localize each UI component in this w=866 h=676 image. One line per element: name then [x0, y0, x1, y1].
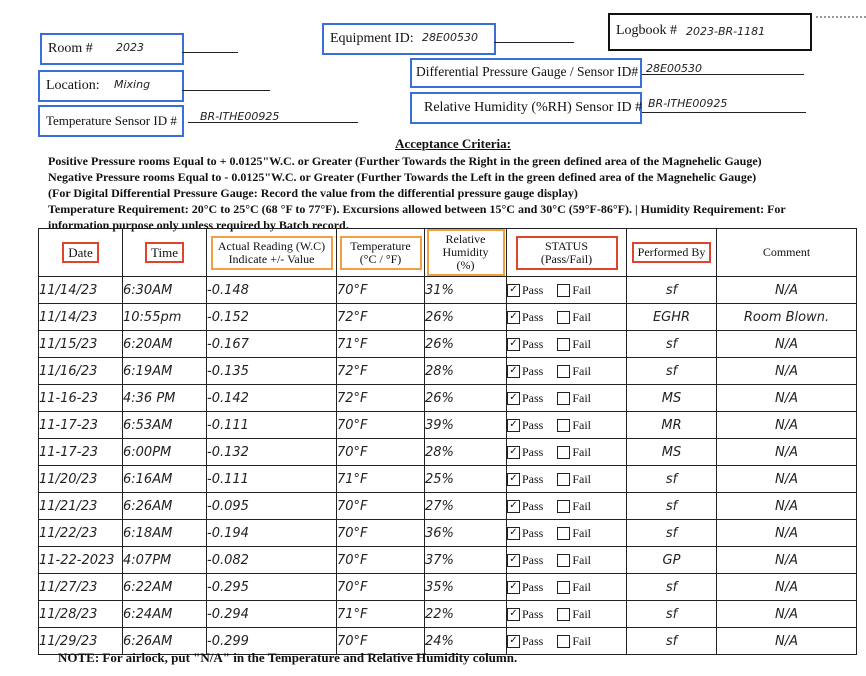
- reading-cell: -0.142: [207, 385, 337, 412]
- humidity-cell: 36%: [425, 520, 507, 547]
- status-cell: [507, 493, 627, 520]
- reading-cell: -0.132: [207, 439, 337, 466]
- pass-label: Pass: [522, 417, 544, 432]
- date-header: Date: [62, 242, 99, 263]
- status-cell: [507, 412, 627, 439]
- column-header-temperature: [337, 229, 425, 277]
- temperature-cell: 71°F: [337, 601, 425, 628]
- pass-label: Pass: [522, 390, 544, 405]
- temperature-cell: 70°F: [337, 574, 425, 601]
- equipment-box: [322, 23, 496, 55]
- reading-cell: -0.082: [207, 547, 337, 574]
- performed-by-cell: EGHR: [627, 304, 717, 331]
- date-cell: 11/28/23: [39, 601, 123, 628]
- table-row: [39, 331, 857, 358]
- time-cell: 6:26AM: [123, 493, 207, 520]
- fail-label: Fail: [572, 579, 592, 594]
- fail-checkbox[interactable]: [557, 635, 570, 648]
- comment-cell: N/A: [717, 439, 857, 466]
- logbook-box: [608, 13, 812, 51]
- fail-checkbox[interactable]: [557, 608, 570, 621]
- equipment-value: 28E00530: [422, 31, 478, 44]
- temperature-cell: 70°F: [337, 520, 425, 547]
- fail-checkbox[interactable]: [557, 473, 570, 486]
- reading-cell: -0.299: [207, 628, 337, 655]
- performed-by-cell: sf: [627, 277, 717, 304]
- humidity-cell: 37%: [425, 547, 507, 574]
- performed-header: Performed By: [632, 242, 712, 263]
- humidity-header: Relative Humidity (%): [427, 229, 505, 276]
- status-cell: [507, 304, 627, 331]
- performed-by-cell: sf: [627, 358, 717, 385]
- status-cell: [507, 574, 627, 601]
- status-cell: [507, 385, 627, 412]
- criteria-line-5: information purpose only unless required by Batch record.: [48, 218, 349, 232]
- equipment-label: Equipment ID:: [330, 31, 414, 46]
- column-header-date: [39, 229, 123, 277]
- humidity-cell: 26%: [425, 385, 507, 412]
- date-cell: 11/22/23: [39, 520, 123, 547]
- criteria-line-4: Temperature Requirement: 20°C to 25°C (68 °F to 77°F). Excursions allowed between 15°C and 30°C (59°F-86°F). | Humidity Requirement: For: [48, 202, 786, 216]
- status-cell: [507, 331, 627, 358]
- table-row: [39, 385, 857, 412]
- time-cell: 4:36 PM: [123, 385, 207, 412]
- humidity-cell: 27%: [425, 493, 507, 520]
- dp-gauge-value: 28E00530: [646, 62, 702, 75]
- temperature-cell: 70°F: [337, 547, 425, 574]
- temperature-cell: 70°F: [337, 493, 425, 520]
- room-label: Room #: [48, 41, 93, 56]
- date-cell: 11/14/23: [39, 304, 123, 331]
- pass-label: Pass: [522, 309, 544, 324]
- reading-cell: -0.111: [207, 466, 337, 493]
- table-row: [39, 466, 857, 493]
- reading-cell: -0.194: [207, 520, 337, 547]
- location-box: [38, 70, 184, 102]
- column-header-status: [507, 229, 627, 277]
- reading-cell: -0.152: [207, 304, 337, 331]
- date-cell: 11/27/23: [39, 574, 123, 601]
- temp-sensor-label: Temperature Sensor ID #: [46, 113, 177, 128]
- status-header: STATUS (Pass/Fail): [516, 236, 618, 270]
- status-cell: [507, 628, 627, 655]
- location-value: Mixing: [114, 78, 151, 91]
- table-row: [39, 520, 857, 547]
- table-row: [39, 358, 857, 385]
- reading-cell: -0.135: [207, 358, 337, 385]
- page-edge-mark: [816, 16, 866, 18]
- pass-checkbox[interactable]: ✓: [507, 284, 520, 297]
- performed-by-cell: sf: [627, 574, 717, 601]
- pass-checkbox[interactable]: ✓: [507, 365, 520, 378]
- criteria-title: Acceptance Criteria:: [395, 136, 511, 151]
- fail-checkbox[interactable]: [557, 338, 570, 351]
- date-cell: 11/14/23: [39, 277, 123, 304]
- reading-cell: -0.095: [207, 493, 337, 520]
- temperature-cell: 70°F: [337, 412, 425, 439]
- pass-checkbox[interactable]: ✓: [507, 527, 520, 540]
- date-cell: 11/15/23: [39, 331, 123, 358]
- date-cell: 11/20/23: [39, 466, 123, 493]
- time-cell: 6:00PM: [123, 439, 207, 466]
- dp-gauge-box: [410, 58, 642, 88]
- pass-label: Pass: [522, 606, 544, 621]
- time-cell: 6:16AM: [123, 466, 207, 493]
- temperature-cell: 72°F: [337, 358, 425, 385]
- status-cell: [507, 547, 627, 574]
- fail-label: Fail: [572, 606, 592, 621]
- status-cell: [507, 439, 627, 466]
- rh-sensor-box: [410, 92, 642, 124]
- fail-label: Fail: [572, 552, 592, 567]
- environmental-log-table: [38, 228, 857, 655]
- reading-cell: -0.111: [207, 412, 337, 439]
- fail-checkbox[interactable]: [557, 419, 570, 432]
- performed-by-cell: MS: [627, 439, 717, 466]
- room-box: [40, 33, 184, 65]
- pass-checkbox[interactable]: ✓: [507, 446, 520, 459]
- column-header-time: [123, 229, 207, 277]
- pass-label: Pass: [522, 633, 544, 648]
- pass-label: Pass: [522, 363, 544, 378]
- pass-checkbox[interactable]: ✓: [507, 635, 520, 648]
- pass-label: Pass: [522, 579, 544, 594]
- performed-by-cell: GP: [627, 547, 717, 574]
- pass-label: Pass: [522, 444, 544, 459]
- humidity-cell: 31%: [425, 277, 507, 304]
- fail-label: Fail: [572, 363, 592, 378]
- fail-label: Fail: [572, 282, 592, 297]
- comment-cell: N/A: [717, 277, 857, 304]
- table-row: [39, 439, 857, 466]
- pass-label: Pass: [522, 471, 544, 486]
- logbook-label: Logbook #: [616, 23, 678, 38]
- airlock-note: NOTE: For airlock, put "N/A" in the Temperature and Relative Humidity column.: [58, 650, 518, 665]
- comment-cell: N/A: [717, 520, 857, 547]
- reading-cell: -0.295: [207, 574, 337, 601]
- time-cell: 6:19AM: [123, 358, 207, 385]
- pass-checkbox[interactable]: ✓: [507, 392, 520, 405]
- temperature-cell: 70°F: [337, 277, 425, 304]
- table-row: [39, 304, 857, 331]
- reading-cell: -0.167: [207, 331, 337, 358]
- date-cell: 11/21/23: [39, 493, 123, 520]
- equipment-underline: [494, 42, 574, 43]
- fail-label: Fail: [572, 525, 592, 540]
- pass-checkbox[interactable]: ✓: [507, 554, 520, 567]
- fail-checkbox[interactable]: [557, 284, 570, 297]
- fail-checkbox[interactable]: [557, 554, 570, 567]
- room-underline: [182, 52, 238, 53]
- humidity-cell: 26%: [425, 304, 507, 331]
- fail-label: Fail: [572, 633, 592, 648]
- performed-by-cell: sf: [627, 520, 717, 547]
- date-cell: 11-16-23: [39, 385, 123, 412]
- date-cell: 11-17-23: [39, 412, 123, 439]
- fail-checkbox[interactable]: [557, 365, 570, 378]
- temperature-cell: 71°F: [337, 331, 425, 358]
- comment-cell: N/A: [717, 493, 857, 520]
- humidity-cell: 28%: [425, 358, 507, 385]
- comment-cell: N/A: [717, 331, 857, 358]
- comment-cell: N/A: [717, 358, 857, 385]
- pass-checkbox[interactable]: ✓: [507, 473, 520, 486]
- pass-checkbox[interactable]: ✓: [507, 500, 520, 513]
- date-cell: 11-17-23: [39, 439, 123, 466]
- column-header-comment: [717, 229, 857, 277]
- dp-gauge-underline: [642, 74, 804, 75]
- temperature-cell: 70°F: [337, 439, 425, 466]
- table-body: [39, 277, 857, 655]
- fail-checkbox[interactable]: [557, 581, 570, 594]
- fail-label: Fail: [572, 498, 592, 513]
- column-header-humidity: [425, 229, 507, 277]
- humidity-cell: 26%: [425, 331, 507, 358]
- criteria-line-2: Negative Pressure rooms Equal to - 0.0125"W.C. or Greater (Further Towards the Left in the green defined area of the Magnehelic Gauge): [48, 170, 757, 184]
- performed-by-cell: MS: [627, 385, 717, 412]
- reading-cell: -0.294: [207, 601, 337, 628]
- time-cell: 6:26AM: [123, 628, 207, 655]
- performed-by-cell: sf: [627, 628, 717, 655]
- criteria-line-3: (For Digital Differential Pressure Gauge: Record the value from the differential pressure gauge display): [48, 186, 578, 200]
- comment-cell: N/A: [717, 628, 857, 655]
- comment-cell: N/A: [717, 412, 857, 439]
- location-label: Location:: [46, 78, 100, 93]
- date-cell: 11-22-2023: [39, 547, 123, 574]
- performed-by-cell: MR: [627, 412, 717, 439]
- time-cell: 6:30AM: [123, 277, 207, 304]
- humidity-cell: 28%: [425, 439, 507, 466]
- pass-checkbox[interactable]: ✓: [507, 608, 520, 621]
- comment-cell: N/A: [717, 601, 857, 628]
- time-header: Time: [145, 242, 184, 263]
- status-cell: [507, 601, 627, 628]
- fail-label: Fail: [572, 444, 592, 459]
- table-row: [39, 574, 857, 601]
- column-header-performed: [627, 229, 717, 277]
- room-value: 2023: [116, 41, 144, 54]
- table-row: [39, 277, 857, 304]
- temp-sensor-value: BR-ITHE00925: [200, 110, 280, 123]
- time-cell: 10:55pm: [123, 304, 207, 331]
- pass-label: Pass: [522, 282, 544, 297]
- temperature-cell: 72°F: [337, 304, 425, 331]
- column-header-reading: [207, 229, 337, 277]
- pass-label: Pass: [522, 498, 544, 513]
- date-cell: 11/29/23: [39, 628, 123, 655]
- fail-label: Fail: [572, 417, 592, 432]
- comment-header: Comment: [762, 245, 811, 259]
- comment-cell: N/A: [717, 466, 857, 493]
- logbook-value: 2023-BR-1181: [686, 25, 766, 38]
- pass-label: Pass: [522, 525, 544, 540]
- table-row: [39, 493, 857, 520]
- time-cell: 6:18AM: [123, 520, 207, 547]
- fail-checkbox[interactable]: [557, 311, 570, 324]
- table-row: [39, 601, 857, 628]
- fail-checkbox[interactable]: [557, 500, 570, 513]
- fail-label: Fail: [572, 309, 592, 324]
- table-row: [39, 547, 857, 574]
- performed-by-cell: sf: [627, 493, 717, 520]
- time-cell: 6:24AM: [123, 601, 207, 628]
- pass-label: Pass: [522, 552, 544, 567]
- time-cell: 6:20AM: [123, 331, 207, 358]
- performed-by-cell: sf: [627, 466, 717, 493]
- rh-sensor-value: BR-ITHE00925: [648, 97, 728, 110]
- pass-checkbox[interactable]: ✓: [507, 419, 520, 432]
- temp-sensor-box: [38, 105, 184, 137]
- fail-label: Fail: [572, 390, 592, 405]
- status-cell: [507, 520, 627, 547]
- fail-checkbox[interactable]: [557, 446, 570, 459]
- pass-checkbox[interactable]: ✓: [507, 311, 520, 324]
- fail-checkbox[interactable]: [557, 392, 570, 405]
- fail-label: Fail: [572, 471, 592, 486]
- status-cell: [507, 358, 627, 385]
- time-cell: 6:22AM: [123, 574, 207, 601]
- time-cell: 4:07PM: [123, 547, 207, 574]
- rh-sensor-label: Relative Humidity (%RH) Sensor ID #: [424, 100, 643, 115]
- comment-cell: Room Blown.: [717, 304, 857, 331]
- comment-cell: N/A: [717, 547, 857, 574]
- humidity-cell: 35%: [425, 574, 507, 601]
- table-header-row: [39, 229, 857, 277]
- location-underline: [182, 90, 270, 91]
- pass-checkbox[interactable]: ✓: [507, 338, 520, 351]
- humidity-cell: 39%: [425, 412, 507, 439]
- performed-by-cell: sf: [627, 601, 717, 628]
- humidity-cell: 24%: [425, 628, 507, 655]
- temperature-cell: 72°F: [337, 385, 425, 412]
- status-cell: [507, 277, 627, 304]
- comment-cell: N/A: [717, 385, 857, 412]
- status-cell: [507, 466, 627, 493]
- reading-header: Actual Reading (W.C) Indicate +/- Value: [211, 236, 333, 270]
- rh-sensor-underline: [642, 112, 806, 113]
- humidity-cell: 22%: [425, 601, 507, 628]
- date-cell: 11/16/23: [39, 358, 123, 385]
- criteria-line-1: Positive Pressure rooms Equal to + 0.0125"W.C. or Greater (Further Towards the Right in the green defined area of the Magnehelic Gauge): [48, 154, 762, 168]
- dp-gauge-label: Differential Pressure Gauge / Sensor ID#: [416, 64, 639, 79]
- pass-checkbox[interactable]: ✓: [507, 581, 520, 594]
- temperature-cell: 70°F: [337, 628, 425, 655]
- time-cell: 6:53AM: [123, 412, 207, 439]
- humidity-cell: 25%: [425, 466, 507, 493]
- fail-label: Fail: [572, 336, 592, 351]
- pass-label: Pass: [522, 336, 544, 351]
- temp-sensor-underline: [188, 122, 358, 123]
- temperature-header: Temperature (°C / °F): [340, 236, 422, 270]
- reading-cell: -0.148: [207, 277, 337, 304]
- fail-checkbox[interactable]: [557, 527, 570, 540]
- table-row: [39, 412, 857, 439]
- performed-by-cell: sf: [627, 331, 717, 358]
- comment-cell: N/A: [717, 574, 857, 601]
- temperature-cell: 71°F: [337, 466, 425, 493]
